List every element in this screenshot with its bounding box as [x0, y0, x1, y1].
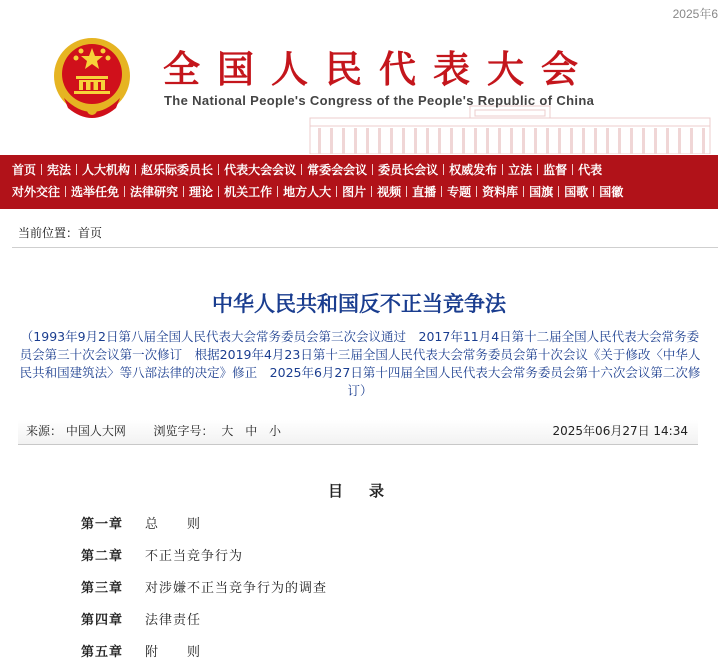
nav-item[interactable]: 机关工作: [224, 185, 273, 199]
toc-item: [81, 577, 327, 596]
toc-item: [81, 641, 201, 660]
article-revision-note: （1993年9月2日第八届全国人民代表大会常务委员会第三次会议通过 2017年11月4日第十二届全国人民代表大会常务委员会第三十次会议第一次修订 根据2019年4月23日第十三届全国人民代表大会常务委员会第十次会议《关于修改〈中华人民共和国建筑法〉等八部法律的决定》修正 2025年6月27日第十四届全国人民代表大会常务委员会第十六次会议第二次修订）: [19, 329, 701, 398]
publish-datetime: 2025年06月27日 14:34: [552, 424, 688, 438]
nav-item[interactable]: 专题: [447, 185, 472, 199]
toc-chapter: 第一章: [81, 517, 124, 532]
nav-item[interactable]: 图片: [342, 185, 367, 199]
nav-item[interactable]: 资料库: [482, 185, 519, 199]
toc-chapter-title: 法律责任: [145, 613, 202, 628]
nav-separator: [537, 164, 538, 175]
source-value: 中国人大网: [65, 424, 126, 438]
toc-chapter: 第四章: [81, 613, 124, 628]
fontsize-label: 浏览字号：: [153, 424, 214, 438]
toc-chapter: 第五章: [81, 645, 124, 660]
nav-item[interactable]: 委员长会议: [378, 163, 439, 177]
nav-separator: [406, 186, 407, 197]
nav-separator: [135, 164, 136, 175]
fontsize-large-button[interactable]: 大: [221, 424, 234, 438]
nav-item[interactable]: 代表: [578, 163, 603, 177]
nav-separator: [277, 186, 278, 197]
nav-item[interactable]: 视频: [377, 185, 402, 199]
nav-separator: [572, 164, 573, 175]
nav-separator: [218, 164, 219, 175]
nav-separator: [441, 186, 442, 197]
main-nav: [0, 155, 718, 209]
nav-separator: [476, 186, 477, 197]
nav-item[interactable]: 首页: [12, 163, 37, 177]
breadcrumb: 当前位置：首页: [18, 226, 103, 240]
nav-separator: [41, 164, 42, 175]
nav-separator: [558, 186, 559, 197]
site-header: [0, 0, 718, 154]
nav-item[interactable]: 人大机构: [82, 163, 131, 177]
fontsize-medium-button[interactable]: 中: [245, 424, 258, 438]
toc-item: [81, 545, 243, 564]
nav-separator: [443, 164, 444, 175]
nav-item[interactable]: 国歌: [564, 185, 589, 199]
nav-separator: [218, 186, 219, 197]
nav-separator: [523, 186, 524, 197]
site-subtitle: The National People's Congress of the People's Republic of China: [164, 93, 595, 108]
nav-item[interactable]: 立法: [508, 163, 533, 177]
nav-separator: [502, 164, 503, 175]
nav-row-2: [12, 181, 623, 203]
date-corner: 2025年6: [672, 7, 718, 21]
nav-item[interactable]: 直播: [412, 185, 437, 199]
toc-heading: 目录: [327, 482, 410, 500]
nav-item[interactable]: 法律研究: [130, 185, 179, 199]
nav-separator: [301, 164, 302, 175]
nav-item[interactable]: 理论: [189, 185, 214, 199]
nav-separator: [76, 164, 77, 175]
toc-chapter: 第二章: [81, 549, 124, 564]
toc-item: [81, 513, 201, 532]
nav-item[interactable]: 国徽: [599, 185, 624, 199]
national-emblem-icon: [52, 36, 132, 120]
toc-chapter-title: 不正当竞争行为: [145, 549, 244, 564]
nav-item[interactable]: 赵乐际委员长: [141, 163, 214, 177]
fontsize-small-button[interactable]: 小: [269, 424, 282, 438]
article-title: 中华人民共和国反不正当竞争法: [212, 291, 506, 316]
source-label: 来源：: [26, 424, 63, 438]
divider: [12, 247, 718, 248]
nav-item[interactable]: 国旗: [529, 185, 554, 199]
nav-separator: [124, 186, 125, 197]
toc-chapter: 第三章: [81, 581, 124, 596]
nav-separator: [372, 164, 373, 175]
nav-item[interactable]: 常委会会议: [307, 163, 368, 177]
nav-item[interactable]: 监督: [543, 163, 568, 177]
nav-item[interactable]: 选举任免: [71, 185, 120, 199]
nav-separator: [183, 186, 184, 197]
nav-item[interactable]: 地方人大: [283, 185, 332, 199]
toc-item: [81, 609, 201, 628]
toc-chapter-title: 对涉嫌不正当竞争行为的调查: [145, 581, 328, 596]
nav-item[interactable]: 对外交往: [12, 185, 61, 199]
nav-row-1: [12, 159, 602, 181]
nav-separator: [336, 186, 337, 197]
article-meta-bar: [18, 420, 698, 445]
great-hall-image: [300, 104, 718, 154]
nav-item[interactable]: 宪法: [47, 163, 72, 177]
toc-chapter-title: 总 则: [145, 517, 202, 532]
nav-item[interactable]: 权威发布: [449, 163, 498, 177]
nav-separator: [593, 186, 594, 197]
toc-chapter-title: 附 则: [145, 645, 202, 660]
nav-separator: [371, 186, 372, 197]
meta-left: [26, 420, 285, 442]
site-title: 全国人民代表大会: [163, 47, 595, 91]
nav-separator: [65, 186, 66, 197]
nav-item[interactable]: 代表大会会议: [224, 163, 297, 177]
